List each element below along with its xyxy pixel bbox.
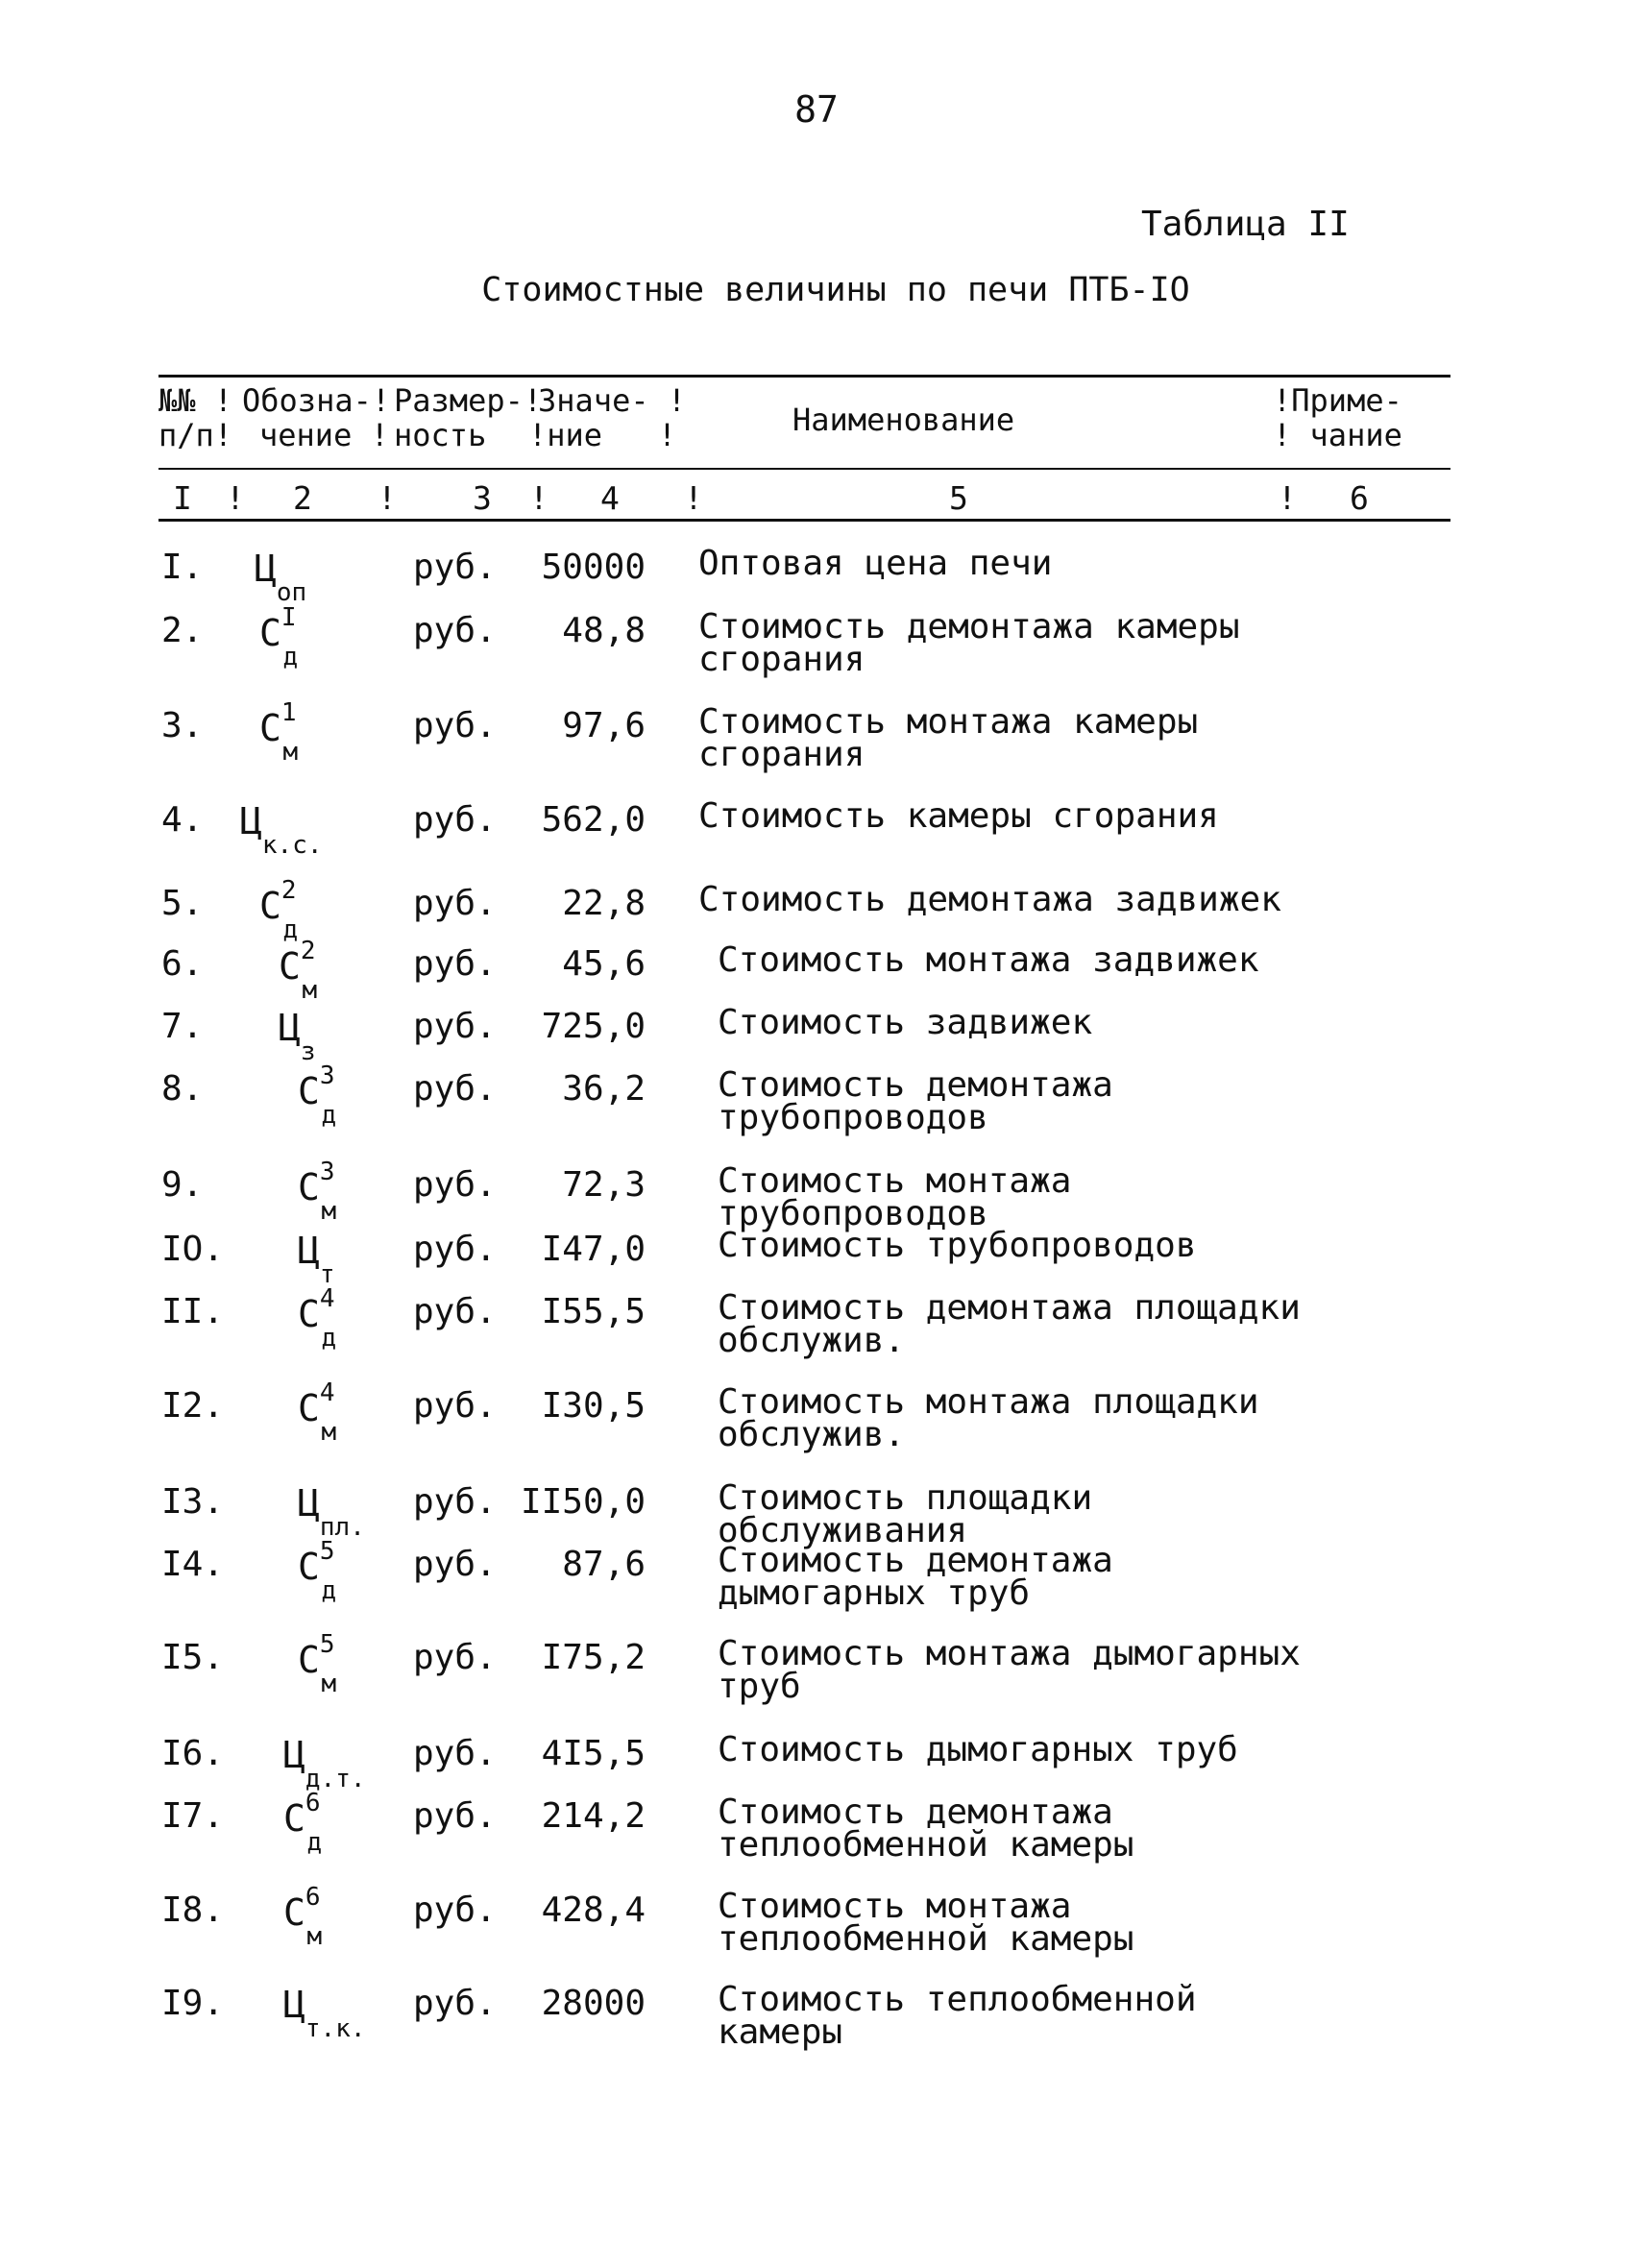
table-row <box>0 1158 1633 1233</box>
symbol <box>259 876 299 945</box>
unit: руб. <box>413 1890 497 1930</box>
table-row <box>0 1730 1633 1794</box>
symbol-superscript: 6 <box>305 1789 321 1817</box>
table-row <box>0 1226 1633 1290</box>
symbol <box>283 1984 366 2044</box>
header-col4-line1: Значе- ! <box>538 382 687 419</box>
symbol <box>283 1789 323 1858</box>
table-label: Таблица II <box>1141 205 1350 244</box>
unit: руб. <box>413 1482 497 1522</box>
symbol <box>259 603 299 672</box>
column-separator: ! <box>529 479 548 517</box>
value: 72,3 <box>562 1165 646 1205</box>
page-number: 87 <box>794 88 839 131</box>
item-name: Стоимость демонтажа задвижек <box>698 880 1281 919</box>
symbol-subscript: т <box>319 1260 335 1290</box>
column-separator: ! <box>378 479 397 517</box>
symbol <box>298 1061 337 1131</box>
value: 428,4 <box>541 1890 646 1930</box>
value: 36,2 <box>562 1069 646 1109</box>
row-number: IO. <box>161 1230 225 1269</box>
column-separator: ! <box>226 479 245 517</box>
column-number: 4 <box>600 479 620 517</box>
row-number: I5. <box>161 1638 225 1677</box>
symbol-base: С <box>298 1166 320 1208</box>
unit: руб. <box>413 1386 497 1426</box>
symbol <box>298 1630 337 1699</box>
symbol-base: С <box>298 1293 320 1335</box>
value: 22,8 <box>562 884 646 923</box>
unit: руб. <box>413 1230 497 1269</box>
item-name: Оптовая цена печи <box>698 544 1053 583</box>
item-name: Стоимость демонтажа дымогарных труб <box>718 1541 1113 1613</box>
unit: руб. <box>413 1638 497 1677</box>
item-name: Стоимость дымогарных труб <box>718 1730 1238 1769</box>
symbol-base: С <box>279 945 301 988</box>
value: I30,5 <box>541 1386 646 1426</box>
table-row <box>0 1789 1633 1865</box>
row-number: 8. <box>161 1069 204 1109</box>
row-number: I4. <box>161 1545 225 1584</box>
value: 725,0 <box>541 1007 646 1046</box>
item-name: Стоимость монтажа трубопроводов <box>718 1161 1072 1233</box>
symbol <box>255 548 307 608</box>
symbol-superscript: 4 <box>319 1284 335 1313</box>
symbol-base: С <box>298 1070 320 1112</box>
header-col4-line2: !ние ! <box>528 417 677 453</box>
unit: руб. <box>413 1734 497 1773</box>
value: 4I5,5 <box>541 1734 646 1773</box>
symbol-base: Ц <box>255 548 277 590</box>
item-name: Стоимость трубопроводов <box>718 1226 1197 1265</box>
header-col6-line2: ! чание <box>1273 417 1402 453</box>
symbol <box>298 1482 365 1543</box>
symbol-subscript: к.с. <box>261 831 323 861</box>
symbol-subscript: м <box>282 738 299 768</box>
table-row <box>0 1630 1633 1706</box>
symbol-superscript: 2 <box>300 937 316 965</box>
symbol <box>298 1284 337 1353</box>
item-name: Стоимость монтажа камеры сгорания <box>698 702 1199 774</box>
unit: руб. <box>413 1007 497 1046</box>
row-number: I8. <box>161 1890 225 1930</box>
symbol-base: Ц <box>283 1734 305 1776</box>
header-rule <box>158 468 1450 470</box>
symbol-base: С <box>298 1387 320 1429</box>
symbol-superscript: 1 <box>280 698 297 727</box>
column-number-rule <box>158 519 1450 522</box>
symbol-subscript: м <box>321 1418 337 1448</box>
column-separator: ! <box>1278 479 1297 517</box>
symbol <box>298 1230 335 1290</box>
value: 45,6 <box>562 944 646 984</box>
unit: руб. <box>413 944 497 984</box>
item-name: Стоимость демонтажа трубопроводов <box>718 1065 1113 1137</box>
symbol-base: С <box>283 1797 305 1840</box>
symbol-subscript: м <box>306 1922 323 1952</box>
value: I47,0 <box>541 1230 646 1269</box>
symbol <box>279 1007 316 1067</box>
symbol-subscript: д <box>282 915 299 945</box>
table-row <box>0 1980 1633 2052</box>
table-row <box>0 1284 1633 1360</box>
item-name: Стоимость монтажа теплообменной камеры <box>718 1887 1134 1959</box>
symbol-base: С <box>298 1546 320 1588</box>
symbol-base: Ц <box>298 1230 320 1272</box>
item-name: Стоимость монтажа дымогарных труб <box>718 1634 1301 1706</box>
table-row <box>0 1003 1633 1067</box>
symbol-subscript: з <box>300 1037 316 1067</box>
symbol <box>279 937 318 1006</box>
value: 562,0 <box>541 800 646 840</box>
item-name: Стоимость демонтажа теплообменной камеры <box>718 1792 1134 1865</box>
unit: руб. <box>413 1069 497 1109</box>
column-number: 5 <box>949 479 968 517</box>
header-col3-line2: ность <box>394 417 487 453</box>
symbol-subscript: м <box>321 1670 337 1699</box>
symbol <box>259 698 299 768</box>
column-number: 6 <box>1350 479 1369 517</box>
value: I55,5 <box>541 1292 646 1331</box>
symbol-superscript: 3 <box>319 1061 335 1090</box>
column-separator: ! <box>684 479 703 517</box>
value: I75,2 <box>541 1638 646 1677</box>
symbol <box>240 800 323 861</box>
unit: руб. <box>413 611 497 650</box>
row-number: I. <box>161 548 204 587</box>
unit: руб. <box>413 706 497 745</box>
unit: руб. <box>413 1165 497 1205</box>
row-number: 9. <box>161 1165 204 1205</box>
value: 50000 <box>541 548 646 587</box>
column-number: I <box>173 479 192 517</box>
item-name: Стоимость площадки обслуживания <box>718 1478 1093 1550</box>
item-name: Стоимость теплообменной камеры <box>718 1980 1197 2052</box>
symbol-subscript: д.т. <box>305 1765 366 1794</box>
symbol-base: Ц <box>298 1482 320 1524</box>
column-number: 2 <box>293 479 312 517</box>
value: 214,2 <box>541 1796 646 1836</box>
symbol-subscript: м <box>302 976 318 1006</box>
unit: руб. <box>413 884 497 923</box>
table-row <box>0 1378 1633 1454</box>
symbol-subscript: д <box>306 1828 323 1858</box>
unit: руб. <box>413 1545 497 1584</box>
symbol-subscript: оп <box>276 578 307 608</box>
table-row <box>0 1061 1633 1137</box>
header-col2-line2: чение ! <box>259 417 389 453</box>
row-number: 6. <box>161 944 204 984</box>
row-number: I2. <box>161 1386 225 1426</box>
unit: руб. <box>413 800 497 840</box>
item-name: Стоимость задвижек <box>718 1003 1093 1042</box>
unit: руб. <box>413 1984 497 2023</box>
symbol-base: С <box>259 885 281 927</box>
symbol-subscript: пл. <box>319 1513 365 1543</box>
table-row <box>0 937 1633 1006</box>
header-col6-line1: !Приме- <box>1273 382 1402 419</box>
row-number: 2. <box>161 611 204 650</box>
value: 48,8 <box>562 611 646 650</box>
item-name: Стоимость монтажа задвижек <box>718 940 1259 980</box>
row-number: 3. <box>161 706 204 745</box>
item-name: Стоимость монтажа площадки обслужив. <box>718 1382 1259 1454</box>
item-name: Стоимость демонтажа площадки обслужив. <box>718 1288 1301 1360</box>
symbol-superscript: 5 <box>319 1537 335 1566</box>
symbol <box>283 1883 323 1952</box>
value: 28000 <box>541 1984 646 2023</box>
row-number: I9. <box>161 1984 225 2023</box>
row-number: 7. <box>161 1007 204 1046</box>
table-title: Стоимостные величины по печи ПТБ-IO <box>481 271 1190 309</box>
header-col5: Наименование <box>792 402 1015 438</box>
symbol-subscript: д <box>282 643 299 672</box>
table-row <box>0 1478 1633 1550</box>
unit: руб. <box>413 548 497 587</box>
row-number: I7. <box>161 1796 225 1836</box>
table-row <box>0 796 1633 861</box>
table-row <box>0 698 1633 774</box>
header-col2-line1: Обозна-! <box>242 382 391 419</box>
symbol-base: С <box>259 612 281 654</box>
symbol-superscript: 6 <box>305 1883 321 1912</box>
symbol-superscript: I <box>280 603 297 632</box>
symbol <box>298 1158 337 1227</box>
table-row <box>0 603 1633 679</box>
symbol-subscript: м <box>321 1197 337 1227</box>
symbol <box>298 1537 337 1606</box>
symbol <box>298 1378 337 1448</box>
symbol-subscript: д <box>321 1101 337 1131</box>
symbol-base: Ц <box>283 1984 305 2026</box>
symbol <box>283 1734 366 1794</box>
table-top-rule <box>158 375 1450 378</box>
row-number: 5. <box>161 884 204 923</box>
value: II50,0 <box>520 1482 646 1522</box>
header-col1-line1: №№ ! <box>158 382 233 419</box>
table-row <box>0 544 1633 608</box>
value: 87,6 <box>562 1545 646 1584</box>
symbol-subscript: т.к. <box>305 2014 366 2044</box>
symbol-subscript: д <box>321 1324 337 1353</box>
table-row <box>0 1883 1633 1959</box>
symbol-superscript: 5 <box>319 1630 335 1659</box>
header-col1-line2: п/п! <box>158 417 233 453</box>
symbol-base: С <box>298 1639 320 1681</box>
column-number: 3 <box>473 479 492 517</box>
symbol-superscript: 2 <box>280 876 297 905</box>
unit: руб. <box>413 1292 497 1331</box>
symbol-superscript: 3 <box>319 1158 335 1186</box>
row-number: I6. <box>161 1734 225 1773</box>
value: 97,6 <box>562 706 646 745</box>
unit: руб. <box>413 1796 497 1836</box>
header-col3-line1: Размер-! <box>394 382 543 419</box>
symbol-superscript: 4 <box>319 1378 335 1407</box>
symbol-base: С <box>259 707 281 749</box>
item-name: Стоимость камеры сгорания <box>698 796 1219 836</box>
symbol-base: Ц <box>240 800 262 842</box>
row-number: I3. <box>161 1482 225 1522</box>
symbol-subscript: д <box>321 1576 337 1606</box>
row-number: II. <box>161 1292 225 1331</box>
item-name: Стоимость демонтажа камеры сгорания <box>698 607 1240 679</box>
table-row <box>0 876 1633 945</box>
symbol-base: Ц <box>279 1007 301 1049</box>
symbol-base: С <box>283 1891 305 1934</box>
table-row <box>0 1537 1633 1613</box>
row-number: 4. <box>161 800 204 840</box>
